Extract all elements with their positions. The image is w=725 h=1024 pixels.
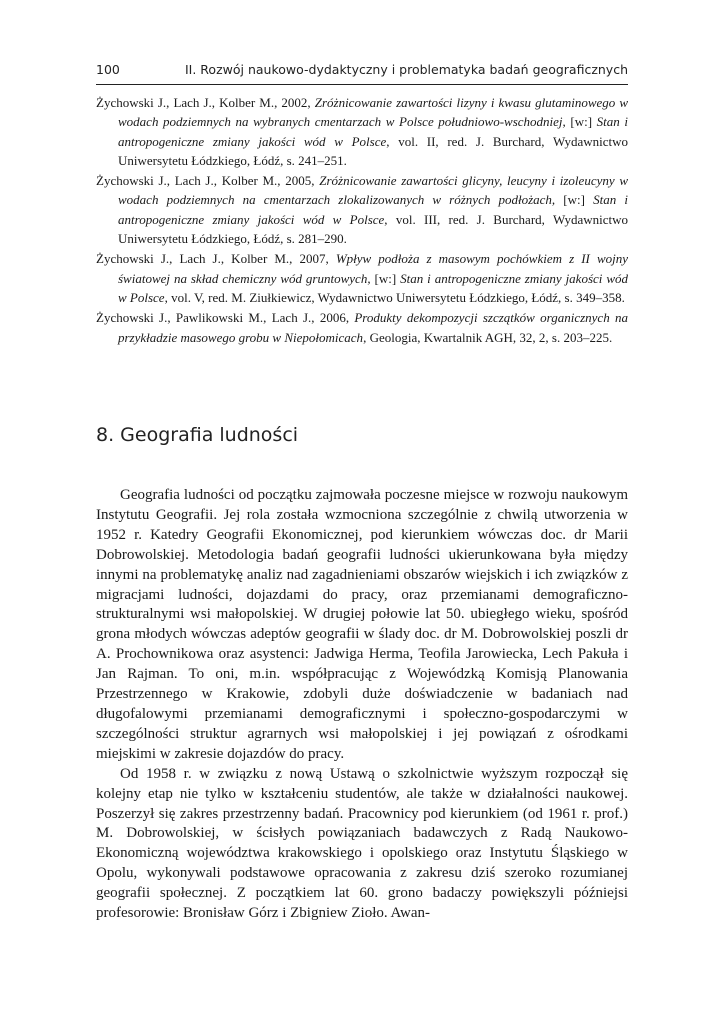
ref-authors: Żychowski J., Lach J., Kolber M., 2007,	[96, 251, 336, 267]
ref-title: Produkty dekompozycji szczątków organicznych na przykładzie masowego grobu w Niepołomicach	[118, 310, 628, 345]
ref-book: Stan i antropogeniczne zmiany jakości wód w Polsce	[118, 114, 628, 149]
ref-in: [w:]	[565, 114, 597, 130]
ref-details: , Geologia, Kwartalnik AGH, 32, 2, s. 203–225.	[363, 329, 613, 345]
page-number: 100	[96, 62, 120, 77]
ref-authors: Żychowski J., Lach J., Kolber M., 2005,	[96, 173, 320, 189]
reference-entry	[96, 249, 628, 307]
ref-title: Zróżnicowanie zawartości glicyny, leucyny i izoleucyny w wodach podziemnych na cmentarzach zlokalizowanych w różnych podłożach,	[118, 173, 629, 208]
reference-entry	[96, 93, 628, 170]
paragraph: Geografia ludności od początku zajmowała poczesne miejsce w rozwoju naukowym Instytutu Geografii. Jej rola została wzmocniona szczególnie z chwilą utworzenia w 1952 r. Katedry Geografii Ekonomicznej, pod kierunkiem wówczas doc. dr Marii Dobrowolskiej. Metodologia badań geografii ludności ukierunkowana była między innymi na problematykę analiz nad zagadnieniami obszarów wiejskich i ich związków z migracjami ludności, dojazdami do pracy, oraz przemianami demograficzno-strukturalnymi wsi małopolskiej. W drugiej połowie lat 50. ubiegłego wieku, spośród grona młodych wówczas adeptów geografii w ślady doc. dr M. Dobrowolskiej poszli dr A. Prochownikowa oraz asystenci: Jadwiga Herma, Teofila Jarowiecka, Lech Pakuła i Jan Rajman. To oni, m.in. współpracując z Wojewódzką Komisją Planowania Przestrzennego w Krakowie, zdobyli duże doświadczenie w badaniach nad długofalowymi przemianami demograficznymi i społeczno-gospodarczymi w szczególności struktur agrarnych wsi małopolskiej i jej powiązań z ośrodkami miejskimi w zakresie dojazdów do pracy.	[96, 487, 628, 762]
body-text	[96, 486, 628, 924]
ref-details: , vol. V, red. M. Ziułkiewicz, Wydawnictwo Uniwersytetu Łódzkiego, Łódź, s. 349–358.	[164, 289, 625, 305]
running-header	[96, 62, 628, 77]
ref-details: , vol. II, red. J. Burchard, Wydawnictwo Uniwersytetu Łódzkiego, Łódź, s. 241–251.	[118, 133, 628, 168]
ref-authors: Żychowski J., Lach J., Kolber M., 2002,	[96, 95, 315, 110]
reference-entry	[96, 171, 628, 248]
ref-in: [w:]	[370, 270, 401, 286]
section-title: 8. Geografia ludności	[96, 424, 299, 446]
ref-title: Zróżnicowanie zawartości lizyny i kwasu glutaminowego w wodach podziemnych na wybranych cmentarzach w Polsce południowo-wschodniej,	[118, 95, 628, 130]
ref-title: Wpływ podłoża z masowym pochówkiem z II wojny światowej na skład chemiczny wód gruntowych,	[118, 251, 629, 286]
header-rule	[96, 84, 628, 85]
ref-details: , vol. III, red. J. Burchard, Wydawnictwo Uniwersytetu Łódzkiego, Łódź, s. 281–290.	[118, 211, 628, 247]
reference-list	[96, 93, 628, 348]
ref-in: [w:]	[555, 192, 594, 208]
ref-authors: Żychowski J., Pawlikowski M., Lach J., 2006,	[96, 310, 355, 326]
ref-book: Stan i antropogeniczne zmiany jakości wód w Polsce	[118, 192, 628, 227]
reference-entry	[96, 308, 628, 347]
paragraph: Od 1958 r. w związku z nową Ustawą o szkolnictwie wyższym rozpoczął się kolejny etap nie tylko w kształceniu studentów, ale także w działalności naukowej. Poszerzył się zakres przestrzenny badań. Pracownicy pod kierunkiem (od 1961 r. prof.) M. Dobrowolskiej, w ścisłych powiązaniach badawczych z Radą Naukowo-Ekonomiczną województwa krakowskiego i opolskiego oraz Instytutu Śląskiego w Opolu, wykonywali podstawowe opracowania z zakresu dziś szeroko rozumianej geografii społecznej. Z początkiem lat 60. grono badaczy powiększyli późniejsi profesorowie: Bronisław Górz i Zbigniew Zioło. Awan-	[96, 765, 628, 922]
running-title: II. Rozwój naukowo-dydaktyczny i problematyka badań geograficznych	[184, 62, 628, 77]
ref-book: Stan i antropogeniczne zmiany jakości wód w Polsce	[118, 270, 628, 305]
